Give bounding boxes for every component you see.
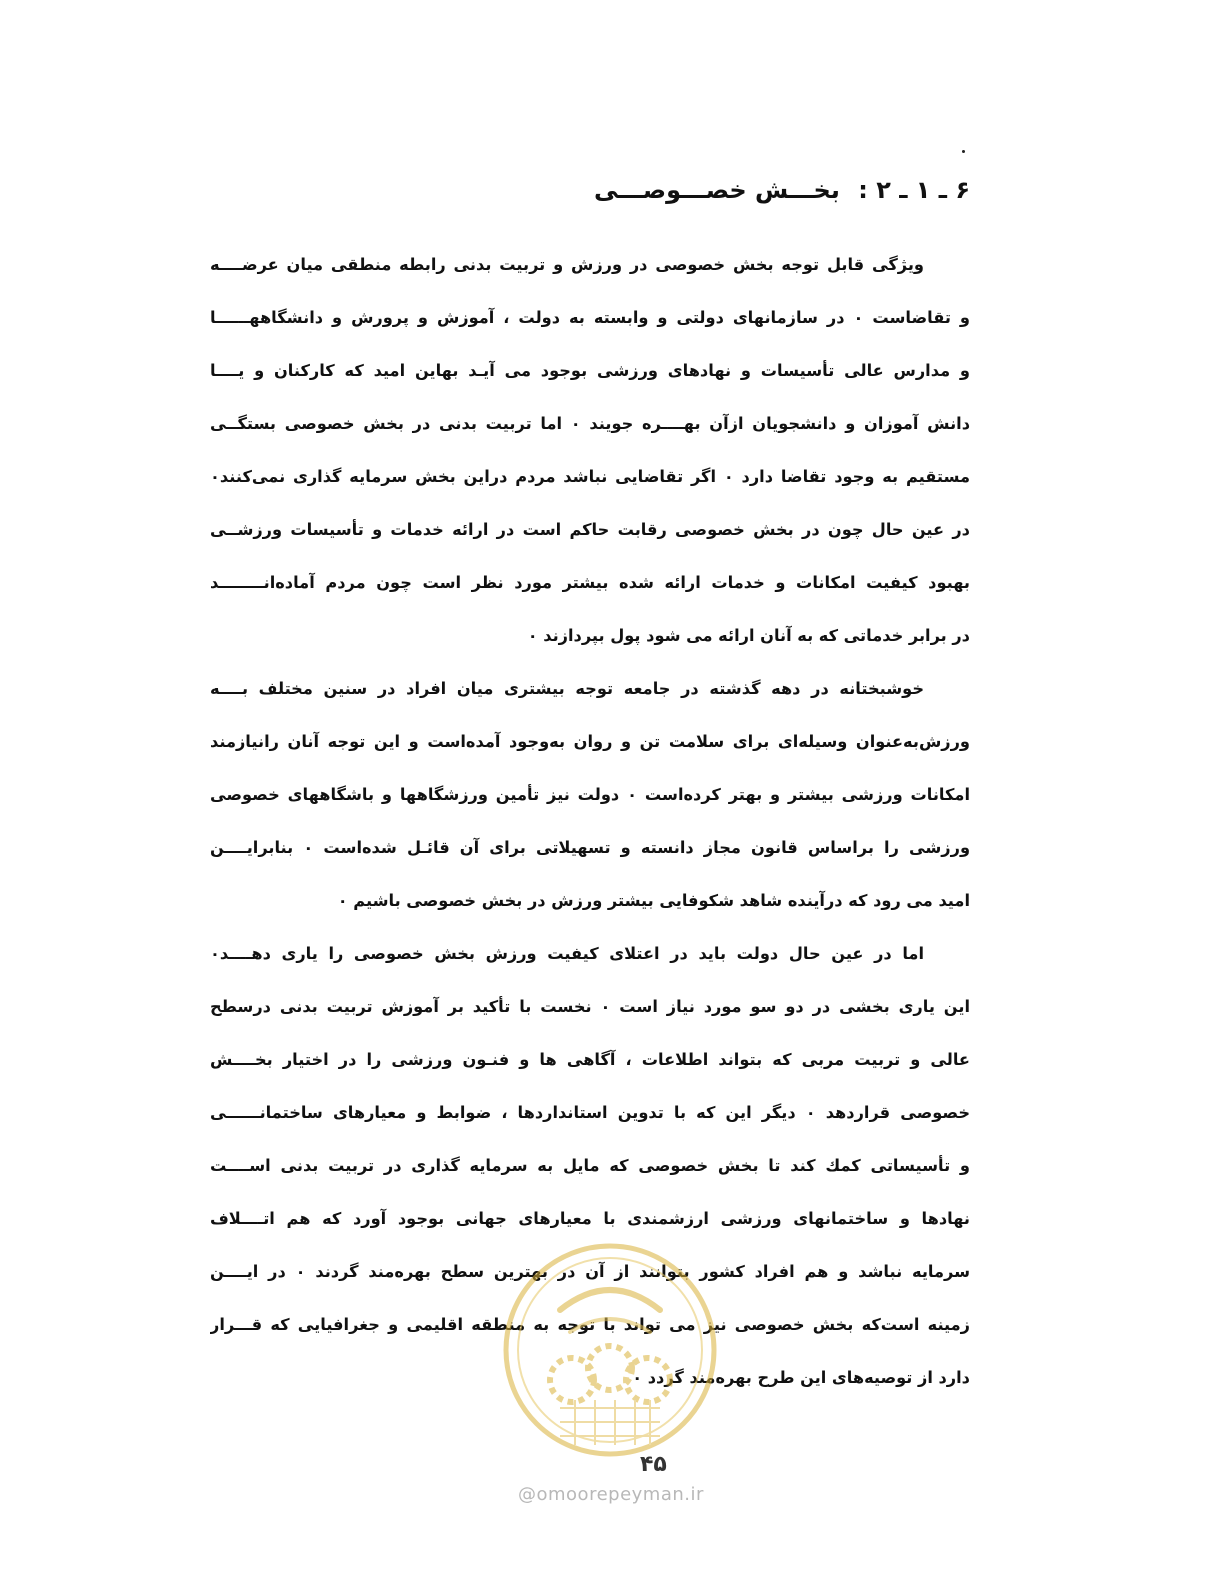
paragraph-2-line-5: امید می رود که درآینده شاهد شکوفایی بیشتر ورزش در بخش خصوصی باشیم ۰ bbox=[337, 891, 970, 910]
paragraph-3-line-4: خصوصی قراردهد ۰ دیگر این که با تدوین استانداردها ، ضوابط و معیارهای ساختمانــــــی bbox=[210, 1103, 970, 1122]
watermark-url: @omoorepeyman.ir bbox=[518, 1484, 704, 1505]
paragraph-1-line-7: بهبود کیفیت امکانات و خدمات ارائه شده بیشتر مورد نظر است چون مردم آماده‌انــــــــد bbox=[210, 573, 970, 592]
paragraph-1-line-2: و تقاضاست ۰ در سازمانهای دولتی و وابسته به دولت ، آموزش و پرورش و دانشگاههــــــا bbox=[210, 308, 970, 327]
paragraph-2-line-2: ورزش‌به‌عنوان وسیله‌ای برای سلامت تن و روان به‌وجود آمده‌است و این توجه آنان رانیازمند bbox=[210, 732, 970, 751]
paragraph-3-line-6: نهادها و ساختمانهای ورزشی ارزشمندی با معیارهای جهانی بوجود آورد که هم اتــــلاف bbox=[210, 1209, 970, 1228]
section-number: ۶ ـ ۱ ـ ۲ : bbox=[858, 176, 970, 204]
paragraph-2-line-3: امکانات ورزشی بیشتر و بهتر کرده‌است ۰ دولت نیز تأمین ورزشگاهها و باشگاههای خصوصی bbox=[210, 785, 970, 804]
paragraph-2-line-4: ورزشی را براساس قانون مجاز دانسته و تسهیلاتی برای آن قائـل شده‌است ۰ بنابرایــــن bbox=[210, 838, 970, 857]
paragraph-3-line-7: سرمایه نباشد و هم افراد کشور بتوانند از آن در بهترین سطح بهره‌مند گردند ۰ در ایــــن bbox=[210, 1262, 970, 1281]
paragraph-1-line-5: مستقیم به وجود تقاضا دارد ۰ اگر تقاضایی نباشد مردم دراین بخش سرمایه گذاری نمی‌کنند۰ bbox=[210, 467, 970, 486]
paragraph-1-line-6: در عین حال چون در بخش خصوصی رقابت حاکم است در ارائه خدمات و تأسیسات ورزشــی bbox=[210, 520, 970, 539]
page-number: ۴۵ bbox=[640, 1452, 667, 1477]
paragraph-1-line-3: و مدارس عالی تأسیسات و نهادهای ورزشی بوجود می آیـد بهاین امید که کارکنان و یــــا bbox=[210, 361, 970, 380]
paragraph-3-line-5: و تأسیساتی کمك کند تا بخش خصوصی که مایل به سرمایه گذاری در تربیت بدنی اســــت bbox=[210, 1156, 970, 1175]
paragraph-3-line-9: دارد از توصیه‌های این طرح بهره‌مند گردد ۰ bbox=[632, 1368, 970, 1387]
watermark-seal-icon bbox=[500, 1240, 720, 1460]
paragraph-3-line-3: عالی و تربیت مربی که بتواند اطلاعات ، آگاهی ها و فنـون ورزشی را در اختیار بخــــش bbox=[210, 1050, 970, 1069]
paragraph-3-line-1: اما در عین حال دولت باید در اعتلای کیفیت ورزش بخش خصوصی را یاری دهــــد۰ bbox=[210, 944, 924, 963]
paragraph-1-line-1: ویژگی قابل توجه بخش خصوصی در ورزش و تربیت بدنی رابطه منطقی میان عرضــــه bbox=[210, 255, 924, 274]
paragraph-1-line-8: در برابر خدماتی که به آنان ارائه می شود پول بپردازند ۰ bbox=[527, 626, 970, 645]
section-title: بخـــش خصـــوصـــی bbox=[593, 176, 840, 204]
body-text bbox=[210, 238, 970, 1404]
paragraph-3-line-2: این یاری بخشی در دو سو مورد نیاز است ۰ نخست با تأکید بر آموزش تربیت بدنی درسطح bbox=[210, 997, 970, 1016]
section-heading bbox=[594, 176, 970, 204]
paragraph-1-line-4: دانش آموزان و دانشجویان ازآن بهــــره جویند ۰ اما تربیت بدنی در بخش خصوصی بستگــی bbox=[210, 414, 970, 433]
paragraph-2-line-1: خوشبختانه در دهه گذشته در جامعه توجه بیشتری میان افراد در سنین مختلف بــــه bbox=[210, 679, 924, 698]
scan-dot bbox=[962, 150, 965, 153]
paragraph-3-line-8: زمینه است‌که بخش خصوصی نیز می تواند با توجه به منطقه اقلیمی و جغرافیایی که قـــرار bbox=[210, 1315, 970, 1334]
